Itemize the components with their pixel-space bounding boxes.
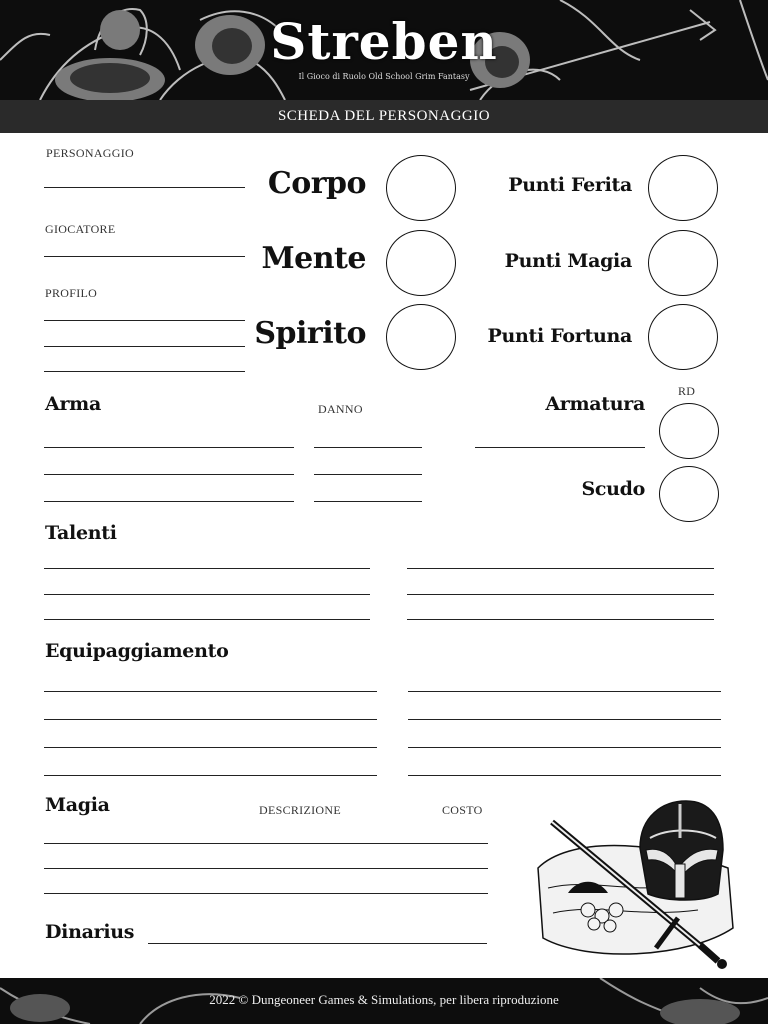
giocatore-label: GIOCATORE [45, 222, 116, 236]
magia-field-1[interactable] [44, 843, 488, 844]
helmet-sword-illustration [528, 798, 740, 970]
magia-field-3[interactable] [44, 893, 488, 894]
punti-magia-label: Punti Magia [504, 250, 632, 272]
punti-fortuna-label: Punti Fortuna [487, 325, 632, 347]
profilo-field-2[interactable] [44, 346, 245, 347]
danno-field-2[interactable] [314, 474, 422, 475]
magia-field-2[interactable] [44, 868, 488, 869]
mente-label: Mente [261, 241, 366, 276]
spirito-circle[interactable] [386, 304, 456, 370]
talenti-field-2[interactable] [44, 594, 370, 595]
punti-fortuna-circle[interactable] [648, 304, 718, 370]
equip-field-6[interactable] [408, 719, 721, 720]
header-banner [0, 0, 768, 100]
game-logo: Streben [270, 12, 498, 71]
danno-field-3[interactable] [314, 501, 422, 502]
danno-field-1[interactable] [314, 447, 422, 448]
equip-field-5[interactable] [408, 691, 721, 692]
punti-magia-circle[interactable] [648, 230, 718, 296]
equip-field-7[interactable] [408, 747, 721, 748]
profilo-field-3[interactable] [44, 371, 245, 372]
equip-field-1[interactable] [44, 691, 377, 692]
profilo-label: PROFILO [45, 286, 98, 300]
dinarius-field[interactable] [148, 943, 487, 944]
costo-label: COSTO [442, 803, 483, 817]
scudo-circle[interactable] [659, 466, 719, 522]
talenti-field-4[interactable] [407, 568, 714, 569]
footer-bar [0, 978, 768, 1024]
punti-ferita-label: Punti Ferita [508, 174, 632, 196]
equipaggiamento-label: Equipaggiamento [45, 640, 229, 662]
profilo-field-1[interactable] [44, 320, 245, 321]
arma-field-2[interactable] [44, 474, 294, 475]
corpo-label: Corpo [267, 166, 366, 201]
talenti-field-3[interactable] [44, 619, 370, 620]
dinarius-label: Dinarius [45, 921, 135, 943]
scudo-label: Scudo [581, 478, 645, 500]
arma-field-1[interactable] [44, 447, 294, 448]
personaggio-label: PERSONAGGIO [46, 146, 134, 160]
talenti-field-1[interactable] [44, 568, 370, 569]
talenti-field-6[interactable] [407, 619, 714, 620]
rd-label: RD [678, 384, 696, 398]
mente-circle[interactable] [386, 230, 456, 296]
equip-field-3[interactable] [44, 747, 377, 748]
equip-field-4[interactable] [44, 775, 377, 776]
talenti-label: Talenti [45, 522, 117, 544]
giocatore-field[interactable] [44, 256, 245, 257]
danno-label: DANNO [318, 402, 363, 416]
game-tagline: Il Gioco di Ruolo Old School Grim Fantasy [298, 72, 470, 81]
arma-label: Arma [45, 393, 101, 415]
armatura-field[interactable] [475, 447, 645, 448]
spirito-label: Spirito [254, 316, 366, 351]
rd-circle[interactable] [659, 403, 719, 459]
arma-field-3[interactable] [44, 501, 294, 502]
talenti-field-5[interactable] [407, 594, 714, 595]
armatura-label: Armatura [545, 393, 645, 415]
equip-field-8[interactable] [408, 775, 721, 776]
descrizione-label: DESCRIZIONE [259, 803, 341, 817]
punti-ferita-circle[interactable] [648, 155, 718, 221]
corpo-circle[interactable] [386, 155, 456, 221]
magia-label: Magia [45, 794, 110, 816]
personaggio-field[interactable] [44, 187, 245, 188]
equip-field-2[interactable] [44, 719, 377, 720]
sheet-title: SCHEDA DEL PERSONAGGIO [0, 100, 768, 133]
copyright-text: 2022 © Dungeoneer Games & Simulations, per libera riproduzione [209, 992, 559, 1007]
